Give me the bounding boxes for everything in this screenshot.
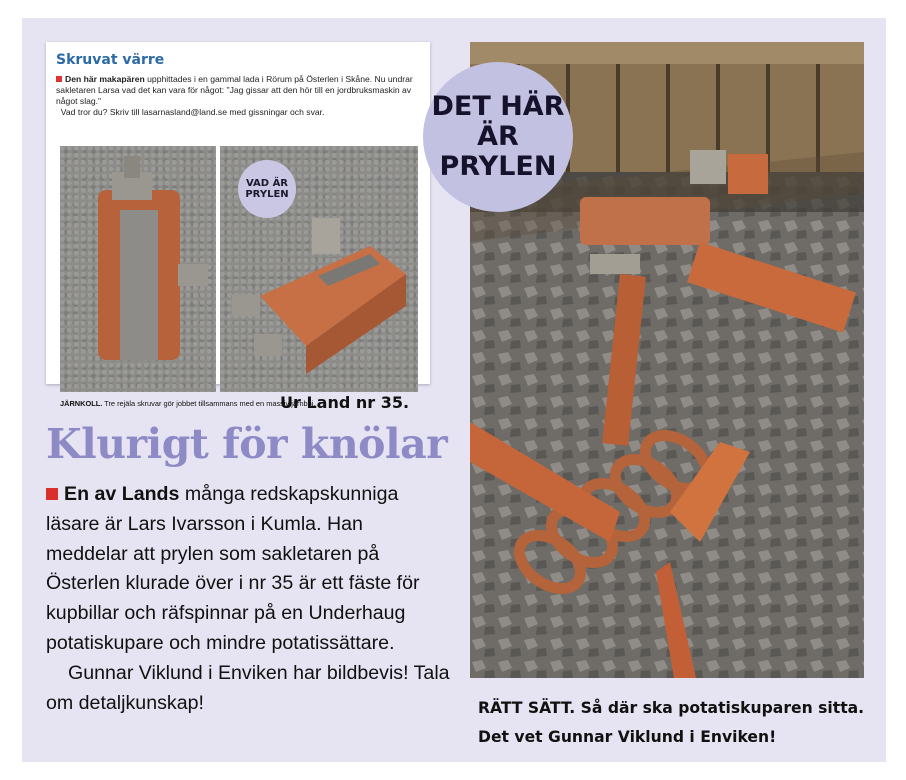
clipping-badge: VAD ÄR PRYLEN [238, 160, 296, 218]
clipping-caption-text: Tre rejäla skruvar gör jobbet tillsammans med en massiv järnböj. [102, 399, 316, 408]
clipping-caption-lead: JÄRNKOLL. [60, 399, 103, 408]
photo-caption-lead: RÄTT SÄTT. [478, 699, 576, 717]
clipping-text [56, 74, 422, 118]
body-paragraph-2: Gunnar Viklund i Enviken har bildbevis! Tala om detaljkunskap! [46, 661, 450, 714]
clipping-lead: Den här makapären [65, 74, 145, 84]
body-text [46, 480, 450, 718]
source-note: Ur Land nr 35. [280, 393, 410, 412]
red-square-icon [46, 488, 58, 500]
body-paragraph: många redskapskunniga läsare är Lars Ivarsson i Kumla. Han meddelar att prylen som sakletaren på Österlen klurade över i nr 35 är ett fäste för kupbillar och räfspinnar på en Underhaug potatiskupare och mindre potatissättare. [46, 483, 420, 654]
red-square-icon [56, 76, 62, 82]
badge-text: DET HÄR ÄR PRYLEN [431, 91, 565, 182]
body-lead: En av Lands [64, 483, 180, 505]
clipping-photo-left [60, 146, 216, 392]
photo-caption-text: Så där ska potatiskuparen sitta. Det vet Gunnar Viklund i Enviken! [478, 699, 865, 746]
highlight-badge [423, 62, 573, 212]
headline: Klurigt för knölar [46, 420, 448, 468]
clipping-prompt: Vad tror du? Skriv till lasarnasland@land.se med gissningar och svar. [60, 107, 325, 117]
clamp-front-illustration [60, 146, 216, 392]
photo-caption [478, 694, 874, 752]
clipping-body: upphittades i en gammal lada i Rörum på Österlen i Skåne. Nu undrar sakletaren Larsa vad det kan vara för något: "Jag gissar att den hör till en jordbruksmaskin av något slag." [56, 74, 413, 106]
clipping-title: Skruvat värre [56, 52, 165, 68]
